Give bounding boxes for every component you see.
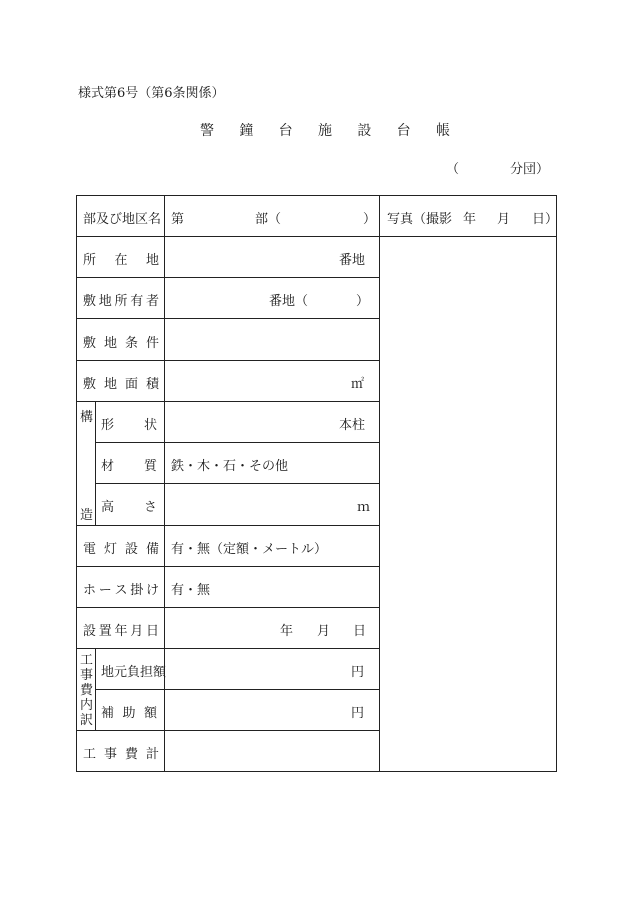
title-char: 帳 <box>435 123 450 139</box>
register-form-table <box>76 195 557 772</box>
dai-label: 第 <box>171 212 185 227</box>
height-label: 高 さ <box>101 500 157 515</box>
bundan-open-paren: （ <box>446 162 460 177</box>
shape-value: 本柱 <box>339 418 366 433</box>
row-divider <box>77 277 379 278</box>
structure-side-top: 構 <box>80 410 94 425</box>
lighting-value: 有・無（定額・メートル） <box>171 542 328 557</box>
area-unit: ㎡ <box>351 377 365 392</box>
install-date-label: 設 置 年 月 日 <box>83 624 159 639</box>
photo-month-label: 月 <box>497 212 511 227</box>
title-char: 台 <box>278 123 293 139</box>
row-divider <box>95 442 379 443</box>
structure-side-bottom: 造 <box>80 508 94 523</box>
title-char: 台 <box>396 123 411 139</box>
district-label: 部及び地区名 <box>83 212 162 227</box>
location-banchi: 番地 <box>339 253 366 268</box>
row-divider <box>77 607 379 608</box>
row-divider <box>77 401 379 402</box>
row-divider <box>77 648 379 649</box>
local-share-yen: 円 <box>351 665 365 680</box>
row-divider <box>95 689 379 690</box>
cost-breakdown-side: 工 事 費 内 訳 <box>80 653 94 728</box>
install-year-label: 年 <box>280 624 294 639</box>
row-divider <box>77 730 379 731</box>
form-number: 様式第6号（第6条関係） <box>78 86 225 101</box>
material-value: 鉄・木・石・その他 <box>171 459 289 474</box>
area-label: 敷 地 面 積 <box>83 377 159 392</box>
subsidy-yen: 円 <box>351 706 365 721</box>
owner-label: 敷 地 所 有 者 <box>83 294 159 309</box>
lighting-label: 電 灯 設 備 <box>83 542 159 557</box>
row-divider <box>77 360 379 361</box>
install-day-label: 日 <box>353 624 367 639</box>
title-char: 施 <box>317 123 332 139</box>
local-share-label: 地元負担額 <box>101 665 167 680</box>
title-char: 警 <box>200 123 214 139</box>
location-label: 所 在 地 <box>83 253 159 268</box>
photo-label: 写真（撮影 <box>387 212 453 227</box>
document-title <box>200 120 450 140</box>
height-unit: ｍ <box>357 500 371 515</box>
photo-column-divider <box>379 196 380 771</box>
conditions-label: 敷 地 条 件 <box>83 336 159 351</box>
shape-label: 形 状 <box>101 418 157 433</box>
subsidy-label: 補 助 額 <box>101 706 157 721</box>
bundan-label: 分団） <box>510 162 550 177</box>
photo-day-label: 日） <box>532 212 559 227</box>
structure-subdivider <box>95 402 96 525</box>
hose-value: 有・無 <box>171 583 211 598</box>
row-divider <box>77 318 379 319</box>
row-divider <box>95 483 379 484</box>
hose-label: ホ ー ス 掛 け <box>83 583 159 598</box>
owner-banchi: 番地（ <box>269 294 309 309</box>
photo-year-label: 年 <box>463 212 477 227</box>
install-month-label: 月 <box>317 624 331 639</box>
row-divider <box>77 566 379 567</box>
row-divider <box>77 236 556 237</box>
total-cost-label: 工 事 費 計 <box>83 747 159 762</box>
title-char: 鐘 <box>239 123 254 139</box>
material-label: 材 質 <box>101 459 157 474</box>
bu-close-paren: ） <box>363 212 377 227</box>
row-divider <box>77 525 379 526</box>
title-char: 設 <box>357 123 372 139</box>
bu-label: 部（ <box>255 212 282 227</box>
owner-close-paren: ） <box>356 294 370 309</box>
